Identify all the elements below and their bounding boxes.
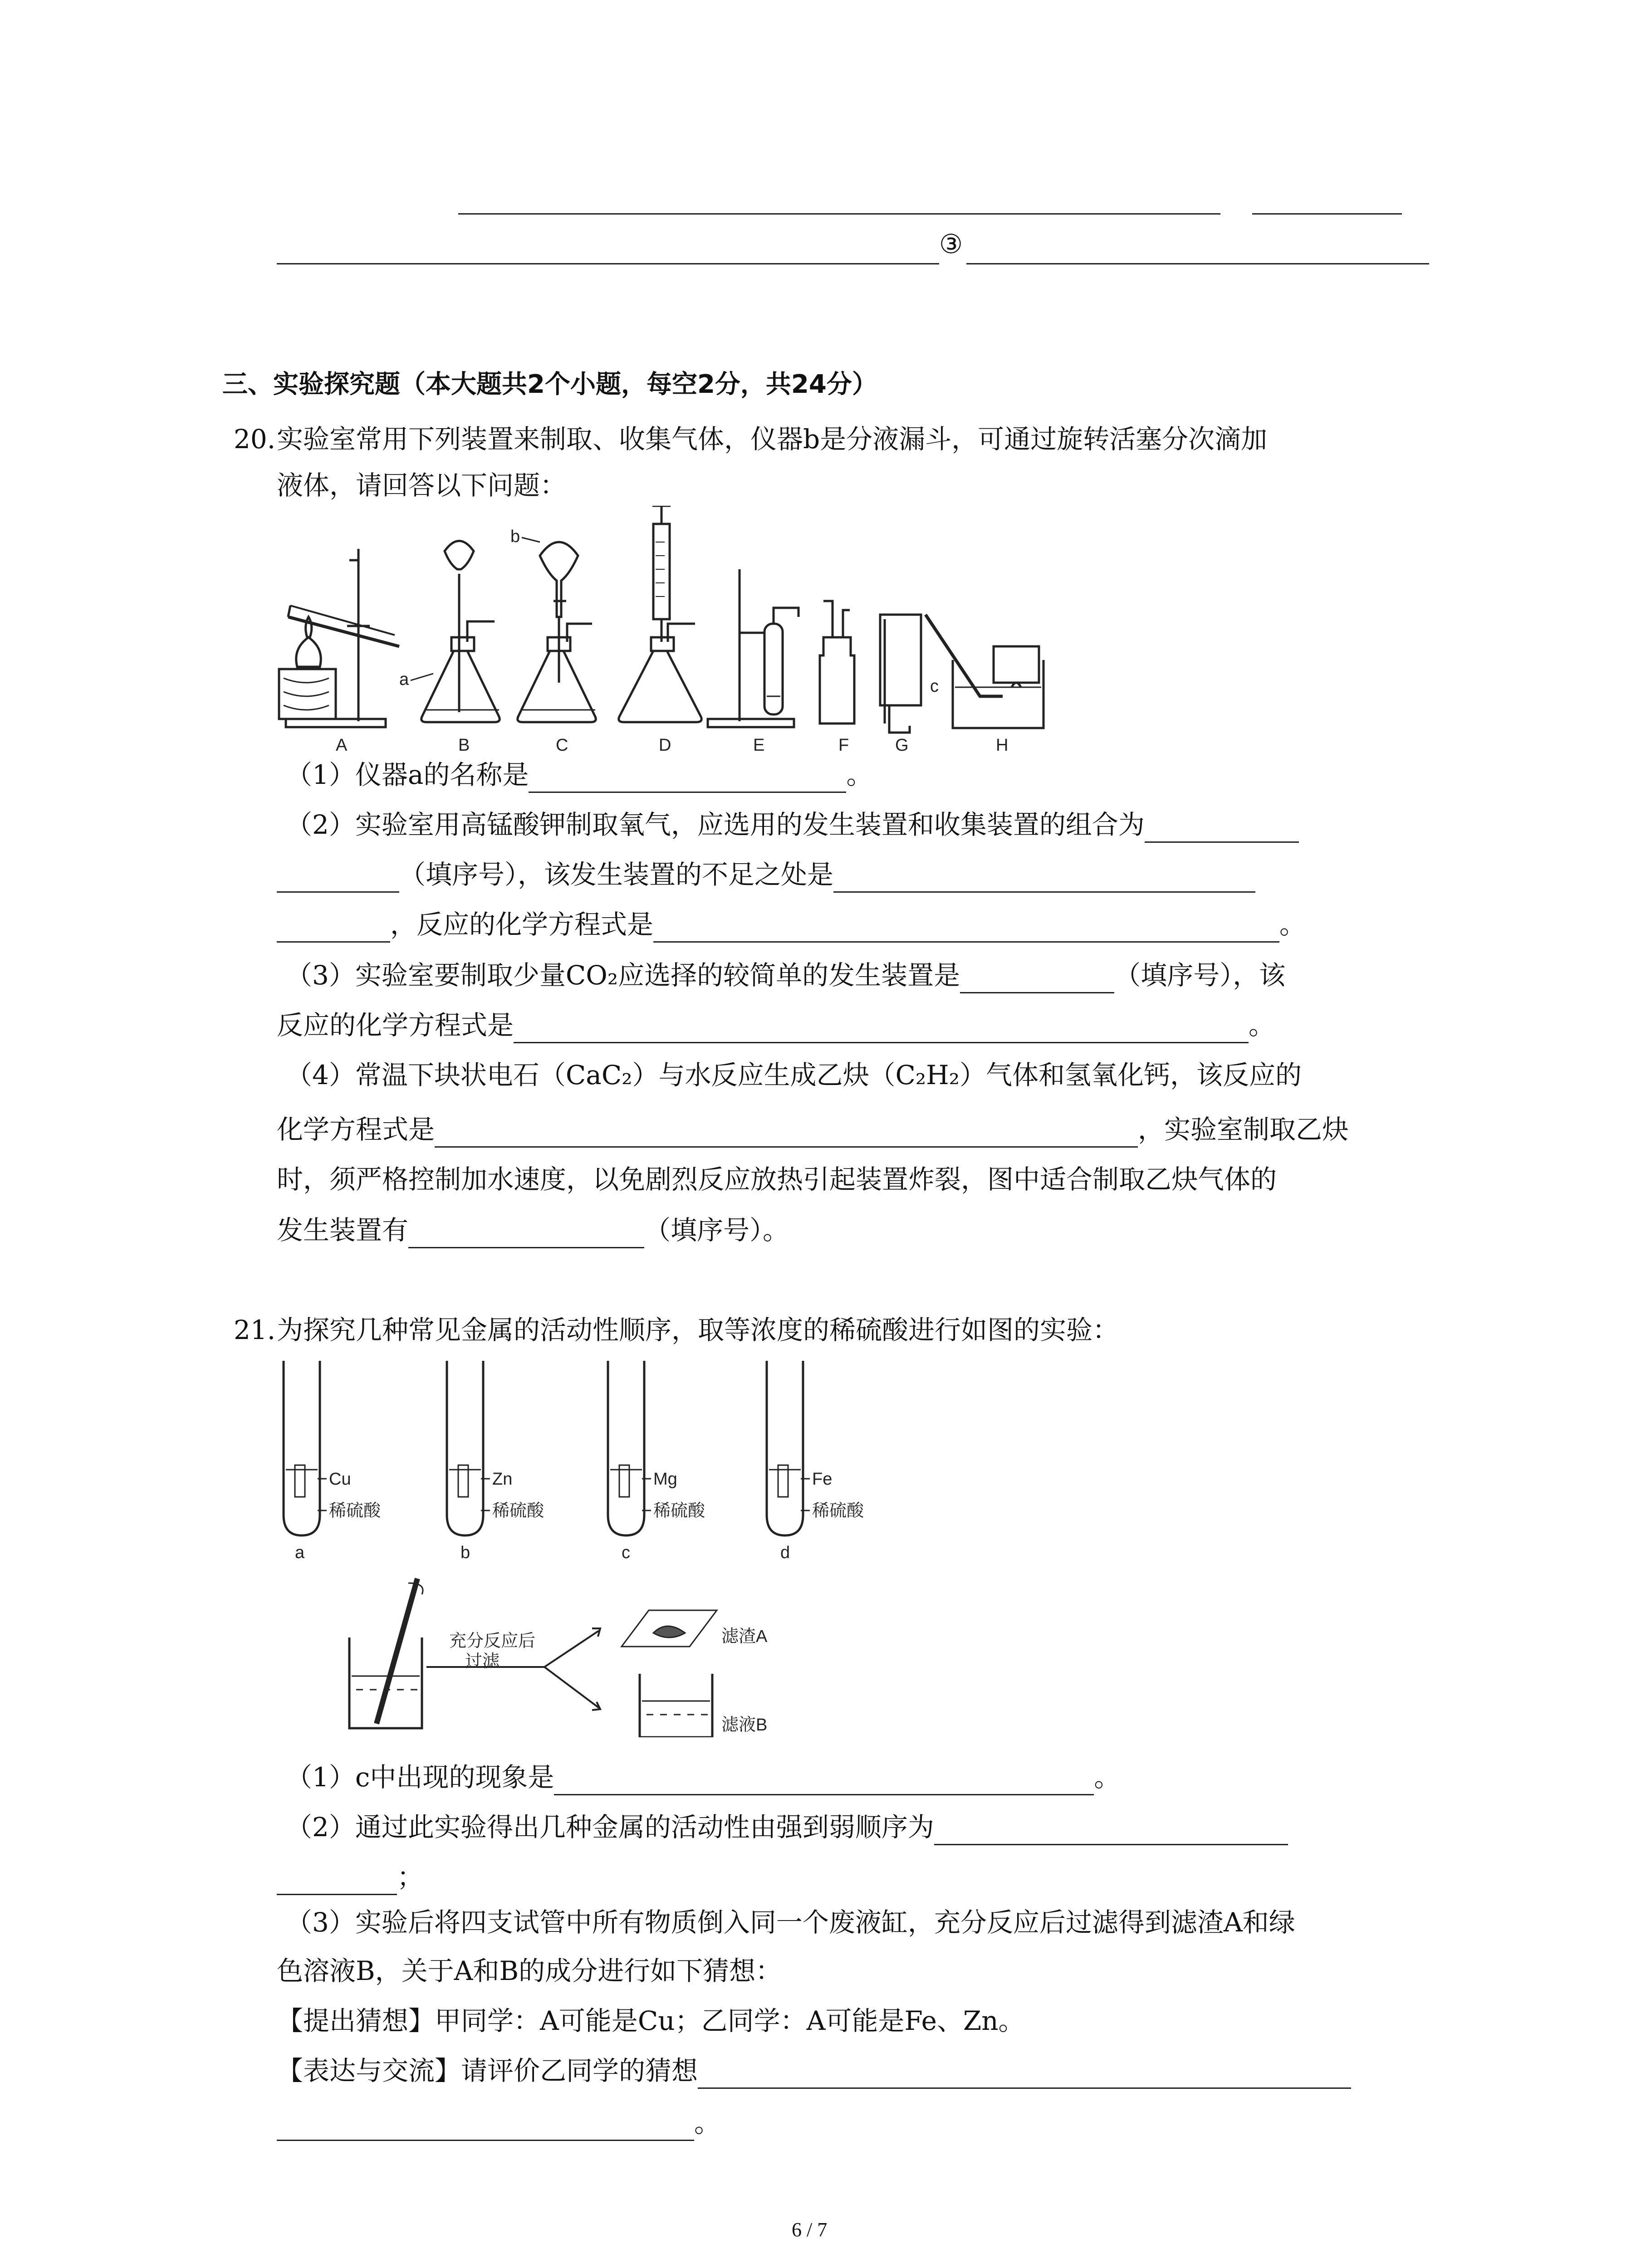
tube-tag-a: a xyxy=(295,1543,305,1562)
tube-tag-d: d xyxy=(780,1543,790,1562)
q20-part3-prompt: （3）实验室要制取少量CO₂应选择的较简单的发生装置是 xyxy=(286,960,960,991)
test-tube-a xyxy=(284,1361,327,1535)
waste-beaker xyxy=(349,1579,423,1728)
page-number: 6 / 7 xyxy=(792,2219,828,2241)
tube-tag-b: b xyxy=(460,1543,470,1562)
metal-label-a: Cu xyxy=(329,1470,351,1489)
q20-part2-line1 xyxy=(286,807,1299,843)
q21-part1-prompt: （1）c中出现的现象是 xyxy=(286,1762,554,1793)
q21-part2-prompt: （2）通过此实验得出几种金属的活动性由强到弱顺序为 xyxy=(286,1812,934,1843)
q21-part3-line5 xyxy=(277,2105,720,2141)
q20-part4-line4 xyxy=(277,1212,789,1248)
q20-stem-line2: 液体，请回答以下问题： xyxy=(277,470,567,501)
residue-paper xyxy=(622,1610,717,1647)
filtrate-label: 滤液B xyxy=(721,1716,768,1735)
apparatus-figure xyxy=(272,506,1202,760)
punctuation: ； xyxy=(397,1862,424,1892)
q20-part3-line2 xyxy=(277,1007,1275,1043)
svg-text:D: D xyxy=(659,736,671,755)
q21-part3-line2: 色溶液B，关于A和B的成分进行如下猜想： xyxy=(277,1955,782,1986)
test-tube-c xyxy=(608,1361,651,1535)
metal-label-c: Mg xyxy=(653,1470,677,1489)
q20-part3-line1 xyxy=(286,957,1285,993)
acid-label-a: 稀硫酸 xyxy=(329,1501,381,1520)
q21-stem: 为探究几种常见金属的活动性顺序，取等浓度的稀硫酸进行如图的实验： xyxy=(277,1315,1119,1345)
answer-blank[interactable] xyxy=(833,866,1255,893)
q20-part2-line3 xyxy=(277,906,1306,943)
q20-part4-prompt-c: ，实验室制取乙炔 xyxy=(1138,1114,1349,1145)
answer-blank[interactable] xyxy=(458,213,1220,215)
svg-text:C: C xyxy=(556,736,568,755)
tube-tag-c: c xyxy=(622,1543,630,1562)
svg-text:H: H xyxy=(996,736,1009,755)
punctuation: 。 xyxy=(846,759,873,790)
q20-part4-line1: （4）常温下块状电石（CaC₂）与水反应生成乙炔（C₂H₂）气体和氢氧化钙，该反应的 xyxy=(286,1060,1302,1090)
circle-three-label: ③ xyxy=(939,229,963,259)
q21-part1-text xyxy=(286,1759,1120,1795)
q21-part3-line4 xyxy=(277,2053,1351,2089)
answer-blank[interactable] xyxy=(435,1121,1138,1148)
q20-part3-prompt-c: 反应的化学方程式是 xyxy=(277,1010,514,1041)
filter-step-1: 充分反应后 xyxy=(449,1632,536,1651)
test-tubes-figure xyxy=(272,1356,907,1565)
svg-text:c: c xyxy=(930,677,939,696)
q20-part2-prompt-c: ，反应的化学方程式是 xyxy=(390,909,654,940)
svg-text:B: B xyxy=(458,736,470,755)
answer-blank[interactable] xyxy=(277,263,939,264)
test-tube-b xyxy=(447,1361,490,1535)
filter-step-2: 过滤 xyxy=(465,1652,500,1671)
q21-part3-line1: （3）实验后将四支试管中所有物质倒入同一个废液缸，充分反应后过滤得到滤渣A和绿 xyxy=(286,1907,1295,1938)
q20-part4-prompt-f: （填序号）。 xyxy=(644,1215,789,1246)
answer-blank[interactable] xyxy=(934,1818,1288,1845)
q20-part2-prompt-b: （填序号），该发生装置的不足之处是 xyxy=(399,859,834,890)
q20-part1-text xyxy=(286,757,873,793)
answer-blank[interactable] xyxy=(277,1868,397,1895)
q20-part4-prompt-b: 化学方程式是 xyxy=(277,1114,435,1145)
q21-number: 21. xyxy=(234,1315,276,1345)
apparatus-g xyxy=(880,615,921,733)
svg-text:F: F xyxy=(838,736,849,755)
answer-blank[interactable] xyxy=(277,916,390,943)
q20-part4-line2 xyxy=(277,1111,1348,1148)
q20-part4-line3: 时，须严格控制加水速度，以免剧烈反应放热引起装置炸裂，图中适合制取乙炔气体的 xyxy=(277,1164,1277,1195)
answer-blank[interactable] xyxy=(277,866,399,893)
q20-part4-prompt-e: 发生装置有 xyxy=(277,1215,409,1246)
answer-blank[interactable] xyxy=(277,2114,694,2141)
q20-part1-prompt: （1）仪器a的名称是 xyxy=(286,759,529,790)
q21-part3-prompt-d: 【表达与交流】请评价乙同学的猜想 xyxy=(277,2055,698,2086)
apparatus-e xyxy=(708,569,798,727)
section-title: 三、实验探究题（本大题共2个小题，每空2分，共24分） xyxy=(222,370,877,399)
answer-blank[interactable] xyxy=(514,1017,1249,1043)
answer-blank[interactable] xyxy=(1145,816,1299,843)
answer-blank[interactable] xyxy=(554,1769,1094,1795)
q21-part2-line2 xyxy=(277,1859,423,1895)
metal-label-b: Zn xyxy=(492,1470,513,1489)
answer-blank[interactable] xyxy=(698,2062,1351,2089)
svg-text:b: b xyxy=(510,527,520,546)
test-tube-d xyxy=(767,1361,810,1535)
acid-label-b: 稀硫酸 xyxy=(492,1501,544,1520)
q21-part2-line1 xyxy=(286,1809,1288,1845)
q20-part2-line2 xyxy=(277,856,1255,893)
q20-number: 20. xyxy=(234,424,276,455)
answer-blank[interactable] xyxy=(1252,213,1402,215)
q20-part3-prompt-b: （填序号），该 xyxy=(1114,960,1286,991)
answer-blank[interactable] xyxy=(408,1222,644,1248)
punctuation: 。 xyxy=(1249,1010,1275,1041)
punctuation: 。 xyxy=(1279,909,1306,940)
apparatus-f xyxy=(820,601,854,723)
punctuation: 。 xyxy=(1094,1762,1121,1793)
answer-blank[interactable] xyxy=(653,916,1279,943)
q20-stem-line1: 实验室常用下列装置来制取、收集气体，仪器b是分液漏斗，可通过旋转活塞分次滴加 xyxy=(277,424,1268,455)
svg-text:A: A xyxy=(336,736,348,755)
apparatus-h xyxy=(926,615,1043,728)
filtrate-beaker xyxy=(640,1674,712,1737)
apparatus-d xyxy=(619,506,702,722)
answer-blank[interactable] xyxy=(966,263,1429,264)
metal-label-d: Fe xyxy=(812,1470,833,1489)
q21-part3-line3: 【提出猜想】甲同学：A可能是Cu；乙同学：A可能是Fe、Zn。 xyxy=(277,2005,1025,2036)
q20-part2-prompt: （2）实验室用高锰酸钾制取氧气，应选用的发生装置和收集装置的组合为 xyxy=(286,809,1145,840)
svg-text:a: a xyxy=(399,670,409,689)
acid-label-c: 稀硫酸 xyxy=(653,1501,705,1520)
punctuation: 。 xyxy=(694,2107,721,2138)
acid-label-d: 稀硫酸 xyxy=(812,1501,864,1520)
residue-label: 滤渣A xyxy=(721,1627,768,1646)
apparatus-c xyxy=(518,538,596,722)
filtration-figure xyxy=(340,1569,817,1737)
answer-blank[interactable] xyxy=(960,967,1114,993)
svg-text:G: G xyxy=(895,736,909,755)
svg-text:E: E xyxy=(753,736,765,755)
answer-blank[interactable] xyxy=(529,766,846,793)
apparatus-a xyxy=(279,549,399,727)
apparatus-b xyxy=(411,541,500,723)
